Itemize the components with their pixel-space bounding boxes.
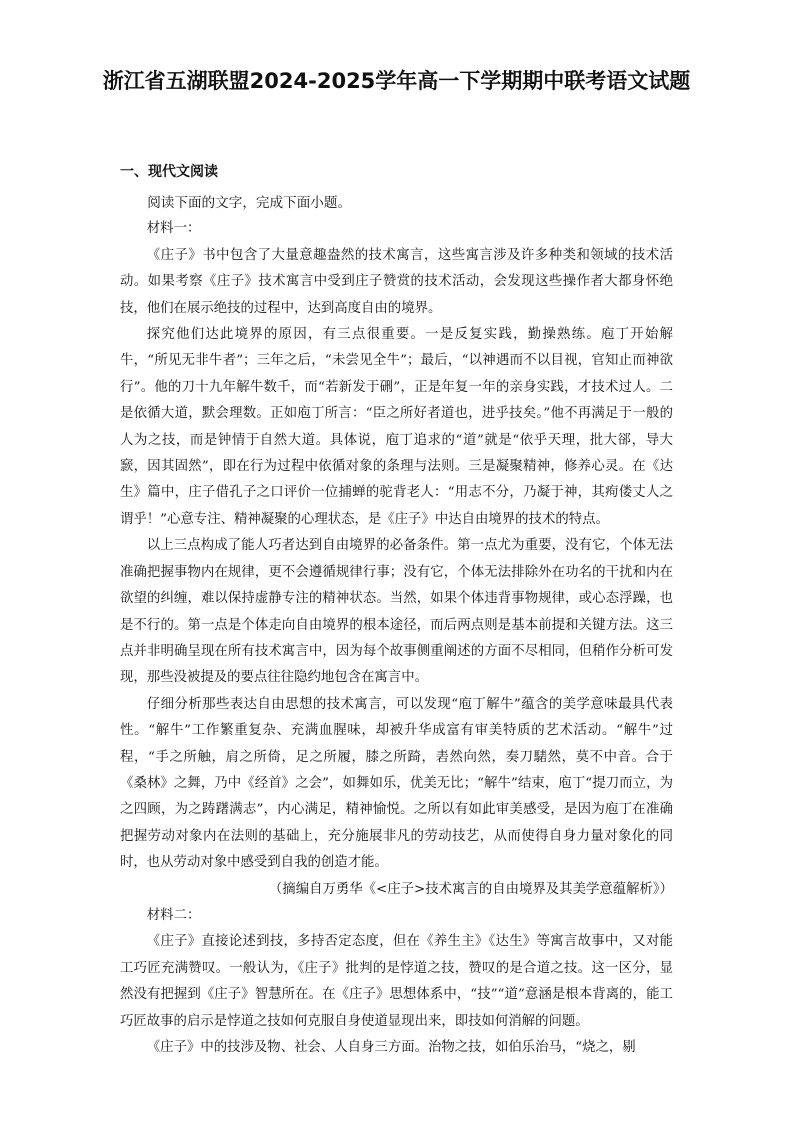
material-2-paragraph-1: 《庄子》直接论述到技，多持否定态度，但在《养生主》《达生》等寓言故事中，又对能工巧匠充满赞叹。一般认为，《庄子》批判的是悖道之技，赞叹的是合道之技。这一区分，显然没有把握到《庄子》智慧所在。在《庄子》思想体系中，“技”“道”意涵是根本背离的，能工巧匠故事的启示是悖道之技如何克服自身使道显现出来，即技如何消解的问题。 bbox=[120, 934, 673, 1029]
material-2-label: 材料二： bbox=[146, 907, 201, 923]
material-2-paragraph-2: 《庄子》中的技涉及物、社会、人自身三方面。治物之技，如伯乐治马，“烧之，剔 bbox=[146, 1040, 636, 1055]
material-1-label: 材料一： bbox=[146, 221, 201, 237]
document-body bbox=[120, 190, 673, 1061]
section-heading: 一、现代文阅读 bbox=[120, 164, 218, 180]
document-title: 浙江省五湖联盟2024-2025学年高一下学期期中联考语文试题 bbox=[102, 69, 691, 93]
material-1-paragraph-1: 《庄子》书中包含了大量意趣盎然的技术寓言，这些寓言涉及许多种类和领域的技术活动。如果考察《庄子》技术寓言中受到庄子赞赏的技术活动，会发现这些操作者大都身怀绝技，他们在展示绝技的过程中，达到高度自由的境界。 bbox=[120, 247, 673, 316]
material-1-paragraph-3: 以上三点构成了能人巧者达到自由境界的必备条件。第一点尤为重要，没有它，个体无法准确把握事物内在规律，更不会遵循规律行事；没有它，个体无法排除外在功名的干扰和内在欲望的纠缠，难以保持虚静专注的精神状态。当然，如果个体违背事物规律，或心态浮躁，也是不行的。第一点是个体走向自由境界的根本途径，而后两点则是基本前提和关键方法。这三点并非明确呈现在所有技术寓言中，因为每个故事侧重阐述的方面不尽相同，但稍作分析可发现，那些没被提及的要点往往隐约地包含在寓言中。 bbox=[120, 538, 673, 686]
material-1-paragraph-2: 探究他们达此境界的原因，有三点很重要。一是反复实践，勤操熟练。庖丁开始解牛，“所见无非牛者”；三年之后，“未尝见全牛”；最后，“以神遇而不以目视，官知止而神欲行”。他的刀十九年解牛数千，而“若新发于硎”，正是年复一年的亲身实践，才技术过人。二是依循大道，默会理数。正如庖丁所言：“臣之所好者道也，进乎技矣。”他不再满足于一般的人为之技，而是钟情于自然大道。具体说，庖丁追求的“道”就是“依乎天理，批大郤，导大窾，因其固然”，即在行为过程中依循对象的条理与法则。三是凝聚精神，修养心灵。在《达生》篇中，庄子借孔子之口评价一位捕蝉的驼背老人：“用志不分，乃凝于神，其痀偻丈人之谓乎！”心意专注、精神凝聚的心理状态，是《庄子》中达自由境界的技术的特点。 bbox=[120, 327, 673, 527]
material-1-source: （摘编自万勇华《<庄子>技术寓言的自由境界及其美学意蕴解析》） bbox=[268, 881, 673, 897]
material-1-paragraph-4: 仔细分析那些表达自由思想的技术寓言，可以发现“庖丁解牛”蕴含的美学意味最具代表性。“解牛”工作繁重复杂、充满血腥味，却被升华成富有审美特质的艺术活动。“解牛”过程，“手之所触，肩之所倚，足之所履，膝之所踦，砉然向然，奏刀騞然，莫不中音。合于《桑林》之舞，乃中《经首》之会”，如舞如乐，优美无比；“解牛”结束，庖丁“提刀而立，为之四顾，为之踌躇满志”，内心满足，精神愉悦。之所以有如此审美感受，是因为庖丁在准确把握劳动对象内在法则的基础上，充分施展非凡的劳动技艺，从而使得自身力量对象化的同时，也从劳动对象中感受到自我的创造才能。 bbox=[120, 696, 673, 871]
reading-instruction: 阅读下面的文字，完成下面小题。 bbox=[147, 195, 352, 211]
